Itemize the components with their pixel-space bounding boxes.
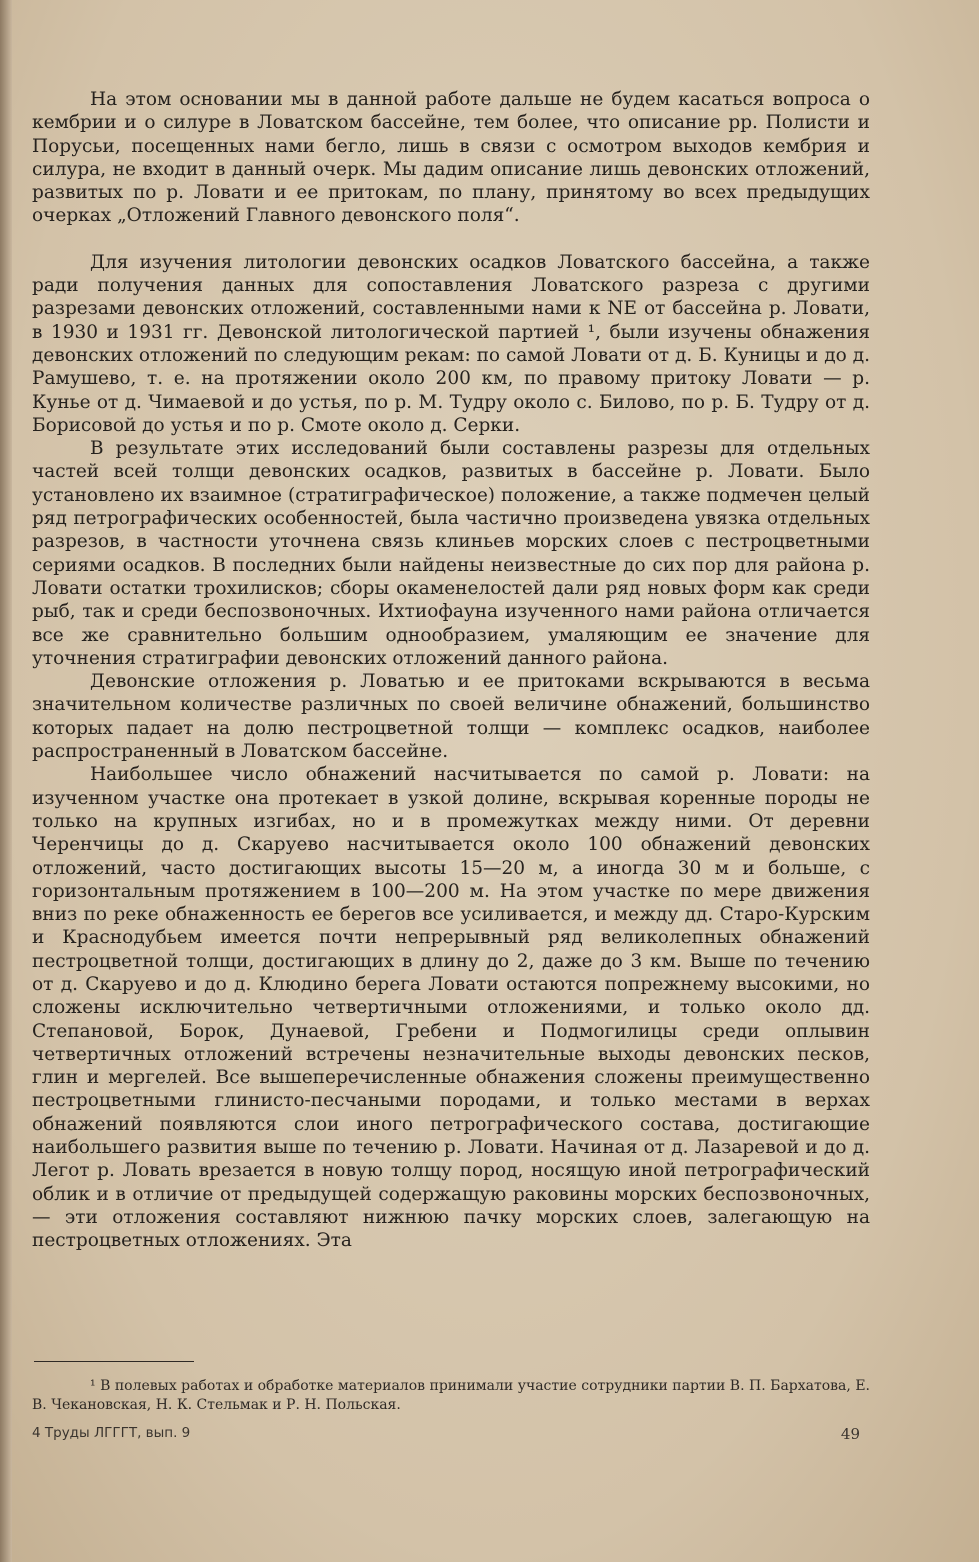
paragraph-3: В результате этих исследований были составлены разрезы для отдельных частей всей толщи девонских осадков, развитых в бассейне р. Ловати. Было установлено их взаимное (стратиграфическое) положение, а также подмечен целый ряд петрографических особенностей, была частично произведена увязка отдельных разрезов, в частности уточнена связь клиньев морских слоев с пестроцветными сериями осадков. В последних были найдены неизвестные до сих пор для района р. Ловати остатки трохилисков; сборы окаменелостей дали ряд новых форм как среди рыб, так и среди беспозвоночных. Ихтиофауна изученного нами района отличается все же сравнительно большим однообразием, умаляющим ее значение для уточнения стратиграфии девонских отложений данного района.	[32, 438, 870, 669]
paragraph-1: На этом основании мы в данной работе дальше не будем касаться вопроса о кембрии и о силуре в Ловатском бассейне, тем более, что описание рр. Полисти и Порусьи, посещенных нами бегло, лишь в связи с осмотром выходов кембрия и силура, не входит в данный очерк. Мы дадим описание лишь девонских отложений, развитых по р. Ловати и ее притокам, по плану, принятому во всех предыдущих очерках „Отложений Главного девонского поля“.	[32, 89, 870, 227]
paragraph-5: Наибольшее число обнажений насчитывается по самой р. Ловати: на изученном участке она протекает в узкой долине, вскрывая коренные породы не только на крупных изгибах, но и в промежутках между ними. От деревни Черенчицы до д. Скаруево насчитывается около 100 обнажений девонских отложений, часто достигающих высоты 15—20 м, а иногда 30 м и больше, с горизонтальным протяжением в 100—200 м. На этом участке по мере движения вниз по реке обнаженность ее берегов все усиливается, и между дд. Старо-Курским и Краснодубьем имеется почти непрерывный ряд великолепных обнажений пестроцветной толщи, достигающих в длину до 2, даже до 3 км. Выше по течению от д. Скаруево и до д. Клюдино берега Ловати остаются попрежнему высокими, но сложены исключительно четвертичными отложениями, и только около дд. Степановой, Борок, Дунаевой, Гребени и Подмогилицы среди оплывин четвертичных отложений встречены незначительные выходы девонских песков, глин и мергелей. Все вышеперечисленные обнажения сложены преимущественно пестроцветными глинисто-песчаными породами, и только местами в верхах обнажений появляются слои иного петрографического состава, достигающие наибольшего развития выше по течению р. Ловати. Начиная от д. Лазаревой и до д. Легот р. Ловать врезается в новую толщу пород, носящую иной петрографический облик и в отличие от предыдущей содержащую раковины морских беспозвоночных, — эти отложения составляют нижнюю пачку морских слоев, залегающую на пестроцветных отложениях. Эта	[32, 764, 870, 1252]
page-number: 49	[840, 1425, 860, 1443]
paragraph-4: Девонские отложения р. Ловатью и ее притоками вскрываются в весьма значительном количестве различных по своей величине обнажений, большинство которых падает на долю пестроцветной толщи — комплекс осадков, наиболее распространенный в Ловатском бассейне.	[32, 671, 870, 763]
page-binding-edge	[0, 0, 12, 1562]
footnote: ¹ В полевых работах и обработке материалов принимали участие сотрудники партии В. П. Бархатова, Е. В. Чекановская, Н. К. Стельмак и Р. Н. Польская.	[32, 1378, 870, 1413]
footer-publication: 4 Труды ЛГГГТ, вып. 9	[32, 1425, 191, 1441]
paragraph-2: Для изучения литологии девонских осадков Ловатского бассейна, а также ради получения данных для сопоставления Ловатского разреза с другими разрезами девонских отложений, составленными нами к NE от бассейна р. Ловати, в 1930 и 1931 гг. Девонской литологической партией ¹, были изучены обнажения девонских отложений по следующим рекам: по самой Ловати от д. Б. Куницы и до д. Рамушево, т. е. на протяжении около 200 км, по правому притоку Ловати — р. Кунье от д. Чимаевой и до устья, по р. М. Тудру около с. Билово, по р. Б. Тудру от д. Борисовой до устья и по р. Смоте около д. Серки.	[32, 251, 870, 436]
footnote-separator	[34, 1361, 194, 1362]
body-text	[32, 88, 870, 1253]
